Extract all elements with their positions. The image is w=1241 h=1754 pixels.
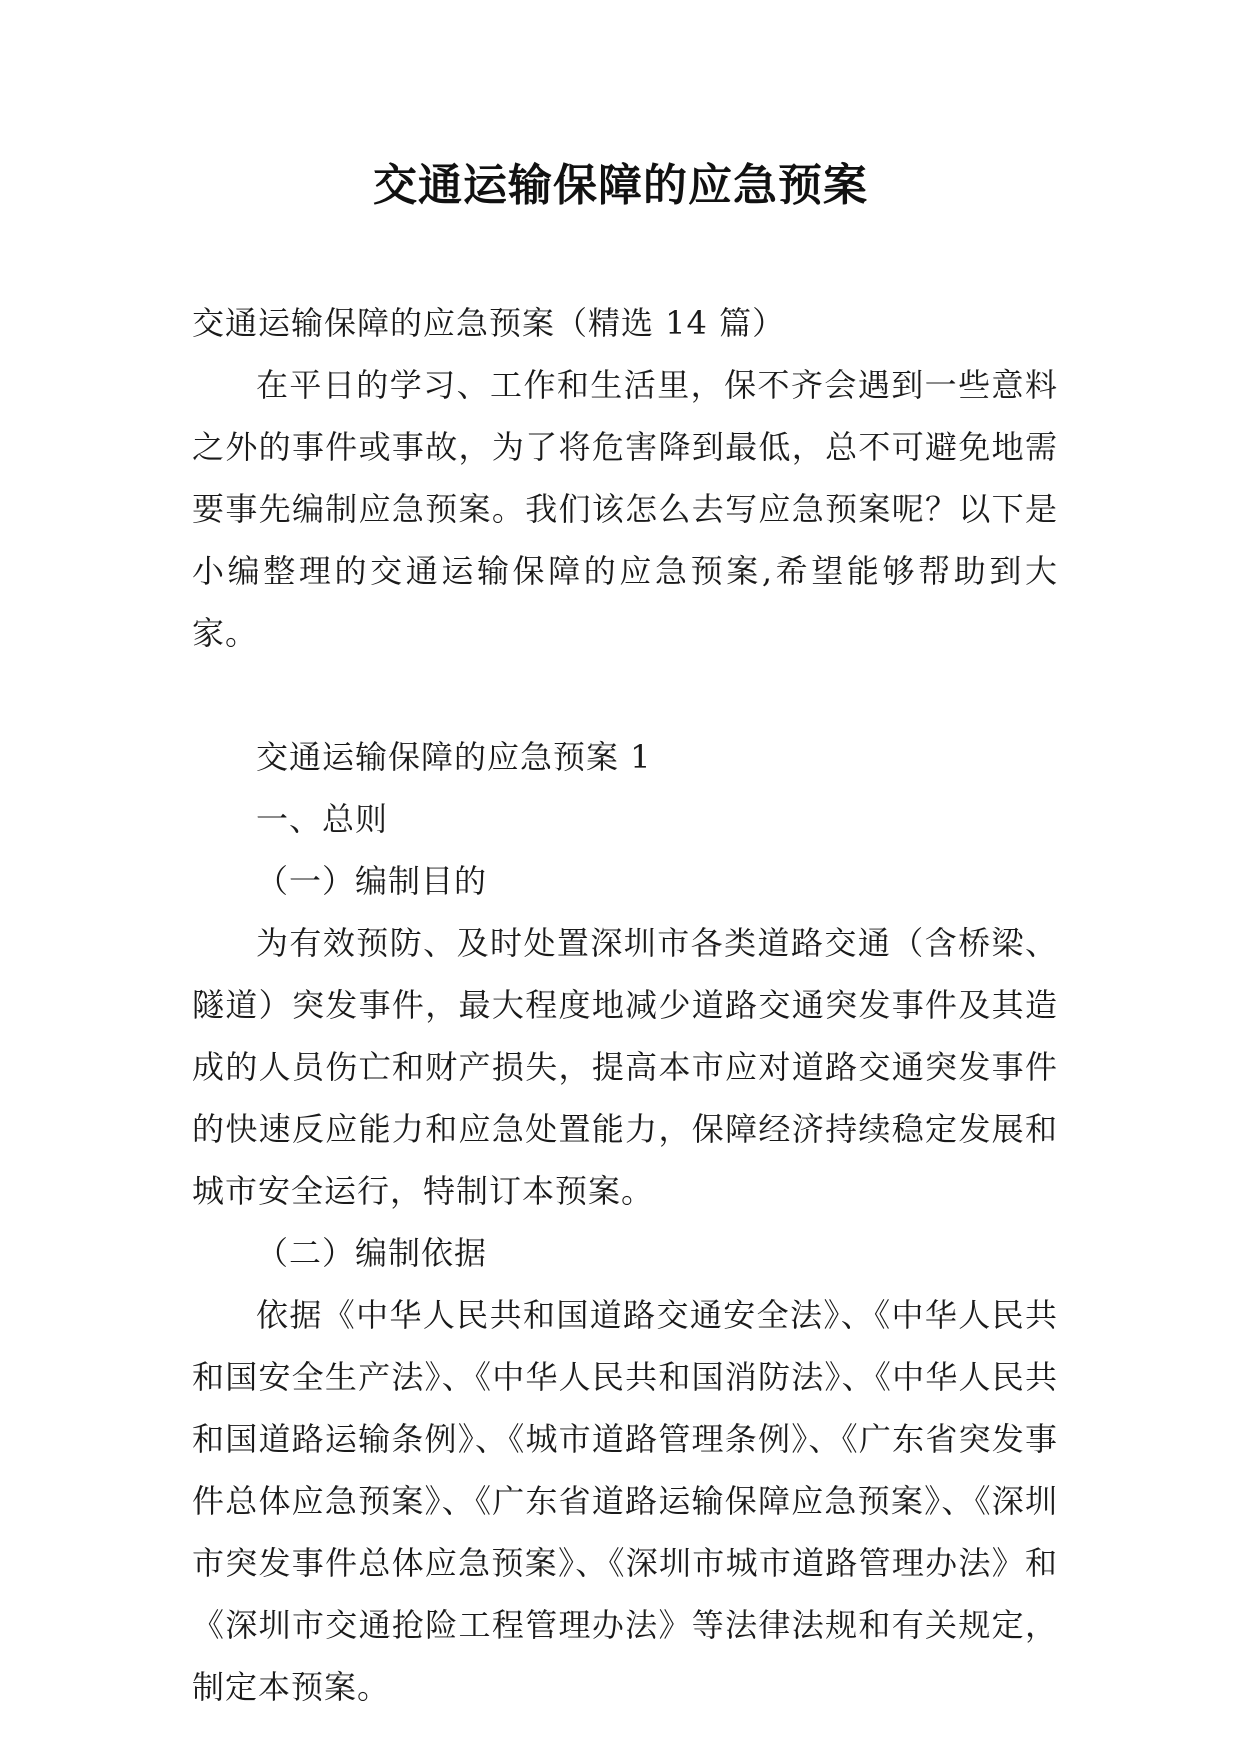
subtitle-line: 交通运输保障的应急预案（精选 14 篇） — [192, 304, 786, 342]
paragraph-gap — [192, 664, 1058, 726]
document-title: 交通运输保障的应急预案 — [373, 160, 868, 211]
intro-paragraph: 在平日的学习、工作和生活里，保不齐会遇到一些意料之外的事件或事故，为了将危害降到最低，总不可避免地需要事先编制应急预案。我们该怎么去写应急预案呢？以下是小编整理的交通运输保障的应急预案,希望能够帮助到大家。 — [192, 366, 1058, 652]
chapter-heading: 一、总则 — [256, 800, 389, 838]
subsection-heading-purpose: （一）编制目的 — [256, 862, 488, 900]
document-body — [192, 292, 1058, 1718]
subsection-heading-basis: （二）编制依据 — [256, 1234, 488, 1272]
section-heading: 交通运输保障的应急预案 1 — [256, 738, 652, 776]
basis-paragraph: 依据《中华人民共和国道路交通安全法》、《中华人民共和国安全生产法》、《中华人民共和国消防法》、《中华人民共和国道路运输条例》、《城市道路管理条例》、《广东省突发事件总体应急预案》、《广东省道路运输保障应急预案》、《深圳市突发事件总体应急预案》、《深圳市城市道路管理办法》和《深圳市交通抢险工程管理办法》等法律法规和有关规定，制定本预案。 — [192, 1296, 1058, 1706]
purpose-paragraph: 为有效预防、及时处置深圳市各类道路交通（含桥梁、隧道）突发事件，最大程度地减少道路交通突发事件及其造成的人员伤亡和财产损失，提高本市应对道路交通突发事件的快速反应能力和应急处置能力，保障经济持续稳定发展和城市安全运行，特制订本预案。 — [192, 924, 1058, 1210]
